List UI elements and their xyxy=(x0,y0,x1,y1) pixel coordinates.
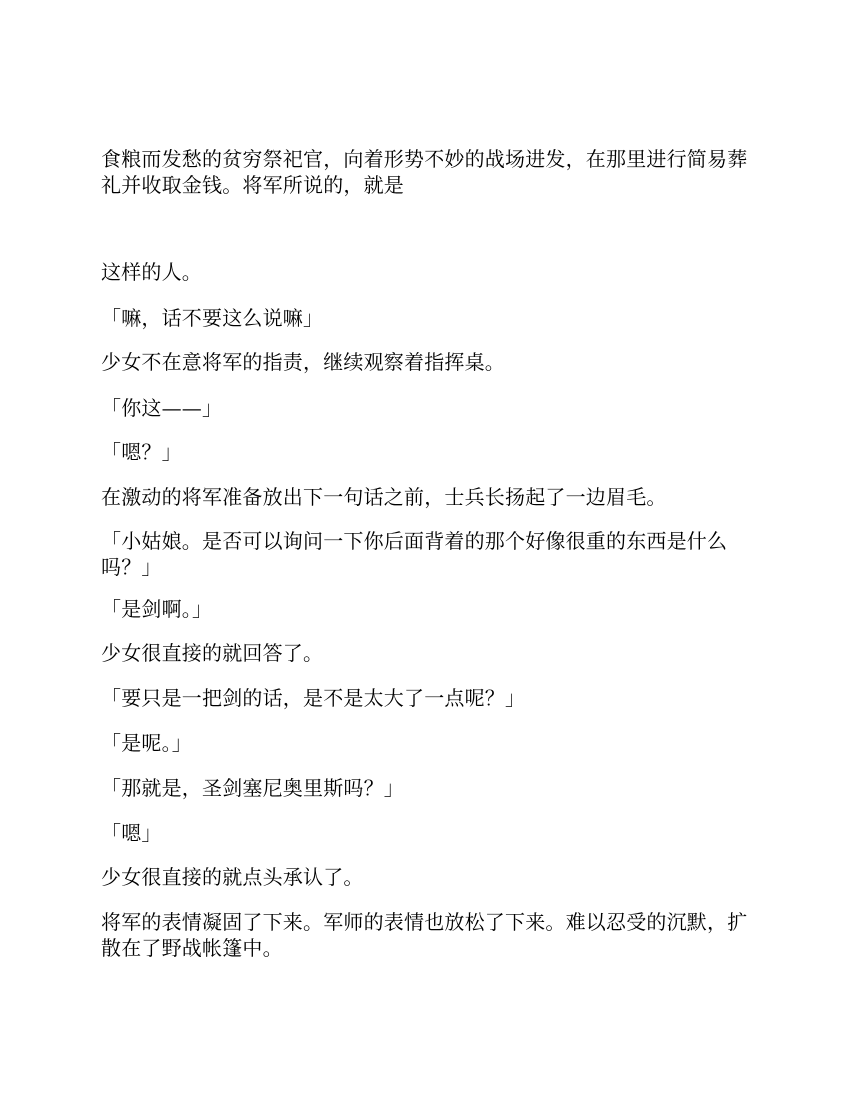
paragraph-9: 「是剑啊。」 xyxy=(101,597,213,621)
paragraph-12: 「是呢。」 xyxy=(101,731,192,755)
paragraph-8: 「小姑娘。是否可以询问一下你后面背着的那个好像很重的东西是什么吗？」 xyxy=(101,529,728,579)
paragraph-6: 「嗯？」 xyxy=(101,440,182,464)
paragraph-14: 「嗯」 xyxy=(101,821,162,845)
paragraph-11: 「要只是一把剑的话，是不是太大了一点呢？」 xyxy=(101,686,526,710)
paragraph-13: 「那就是，圣剑塞尼奥里斯吗？」 xyxy=(101,776,404,800)
paragraph-16: 将军的表情凝固了下来。军师的表情也放松了下来。难以忍受的沉默，扩散在了野战帐篷中。 xyxy=(101,910,748,960)
paragraph-15: 少女很直接的就点头承认了。 xyxy=(101,865,364,889)
paragraph-3: 「嘛，话不要这么说嘛」 xyxy=(101,306,324,330)
paragraph-7: 在激动的将军准备放出下一句话之前，士兵长扬起了一边眉毛。 xyxy=(101,485,667,509)
paragraph-5: 「你这——」 xyxy=(101,396,223,420)
paragraph-10: 少女很直接的就回答了。 xyxy=(101,641,324,665)
paragraph-1: 食粮而发愁的贫穷祭祀官，向着形势不妙的战场进发，在那里进行简易葬礼并收取金钱。将军所说的，就是 xyxy=(101,147,748,197)
paragraph-4: 少女不在意将军的指责，继续观察着指挥桌。 xyxy=(101,350,505,374)
paragraph-2: 这样的人。 xyxy=(101,260,202,284)
